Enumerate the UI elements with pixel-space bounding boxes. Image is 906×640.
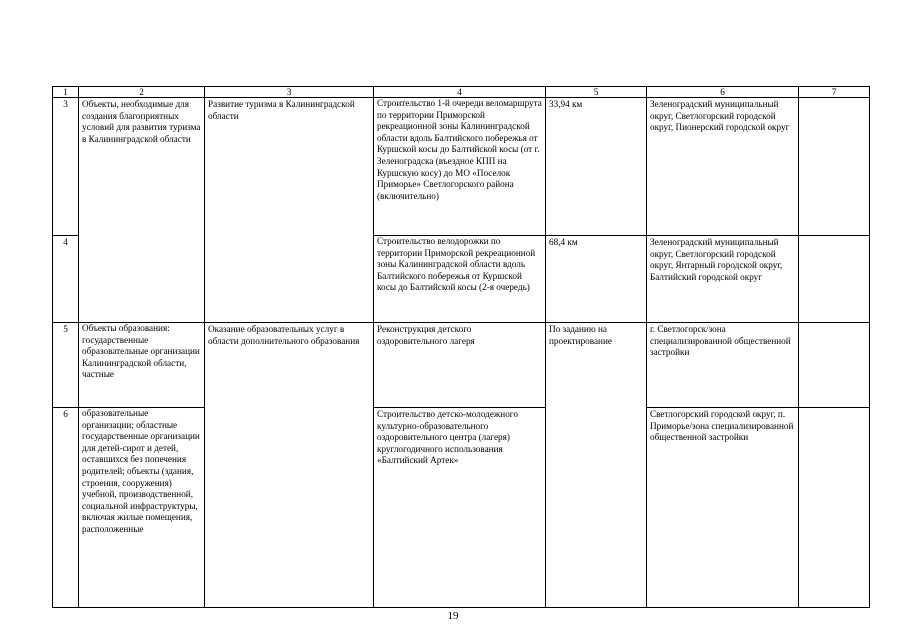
row-number: 6 [53,408,79,608]
location-cell: Зеленоградский муниципальный округ, Светлогорский городской округ, Пионерский городской округ [647,98,799,236]
object-name-cell: Строительство 1-й очереди веломаршрута по территории Приморской рекреационной зоны Калининградской области вдоль Балтийского побережья от Куршской косы до Балтийской косы (от г. Зеленоградска (въездное КПП на Куршскую косу) до МО «Поселок Приморье» Светлогорского района (включительно) [374,98,546,236]
capacity-cell: По заданию на проектирование [546,323,647,608]
col7-cell [799,98,870,236]
table-row [53,98,870,236]
header-cell-1: 1 [53,87,79,98]
purpose-cell: Оказание образовательных услуг в области дополнительного образования [205,323,374,608]
object-type-cell: образовательные организации; областные государственные организации для детей-сирот и детей, оставшихся без попечения родителей; объекты (здания, строения, сооружения) учебной, производственной, социальной инфраструктуры, включая жилые помещения, расположенные [79,408,205,608]
location-cell: Зеленоградский муниципальный округ, Светлогорский городской округ, Янтарный городской округ, Балтийский городской округ [647,236,799,323]
col7-cell [799,323,870,408]
col7-cell [799,236,870,323]
capacity-cell: 68,4 км [546,236,647,323]
header-cell-3: 3 [205,87,374,98]
header-cell-4: 4 [374,87,546,98]
col7-cell [799,408,870,608]
header-row [53,87,870,98]
planning-table [52,86,870,608]
row-number: 5 [53,323,79,408]
object-type-cell: Объекты образования: государственные образовательные организации Калининградской области, частные [79,323,205,408]
object-name-cell: Строительство велодорожки по территории Приморской рекреационной зоны Калининградской области вдоль Балтийского побережья от Куршской косы до Балтийской косы (2-я очередь) [374,236,546,323]
page-number: 19 [447,610,459,622]
object-type-cell: Объекты, необходимые для создания благоприятных условий для развития туризма в Калининградской области [79,98,205,323]
object-name-cell: Строительство детско-молодежного культурно-образовательного оздоровительного центра (лагеря) круглогодичного использования «Балтийский Артек» [374,408,546,608]
table-row [53,408,870,608]
capacity-cell: 33,94 км [546,98,647,236]
object-name-cell: Реконструкция детского оздоровительного лагеря [374,323,546,408]
row-number: 3 [53,98,79,236]
row-number: 4 [53,236,79,323]
header-cell-2: 2 [79,87,205,98]
location-cell: г. Светлогорск/зона специализированной общественной застройки [647,323,799,408]
table-row [53,323,870,408]
header-cell-5: 5 [546,87,647,98]
purpose-cell: Развитие туризма в Калининградской области [205,98,374,323]
header-cell-6: 6 [647,87,799,98]
location-cell: Светлогорский городской округ, п. Приморье/зона специализированной общественной застройки [647,408,799,608]
header-cell-7: 7 [799,87,870,98]
